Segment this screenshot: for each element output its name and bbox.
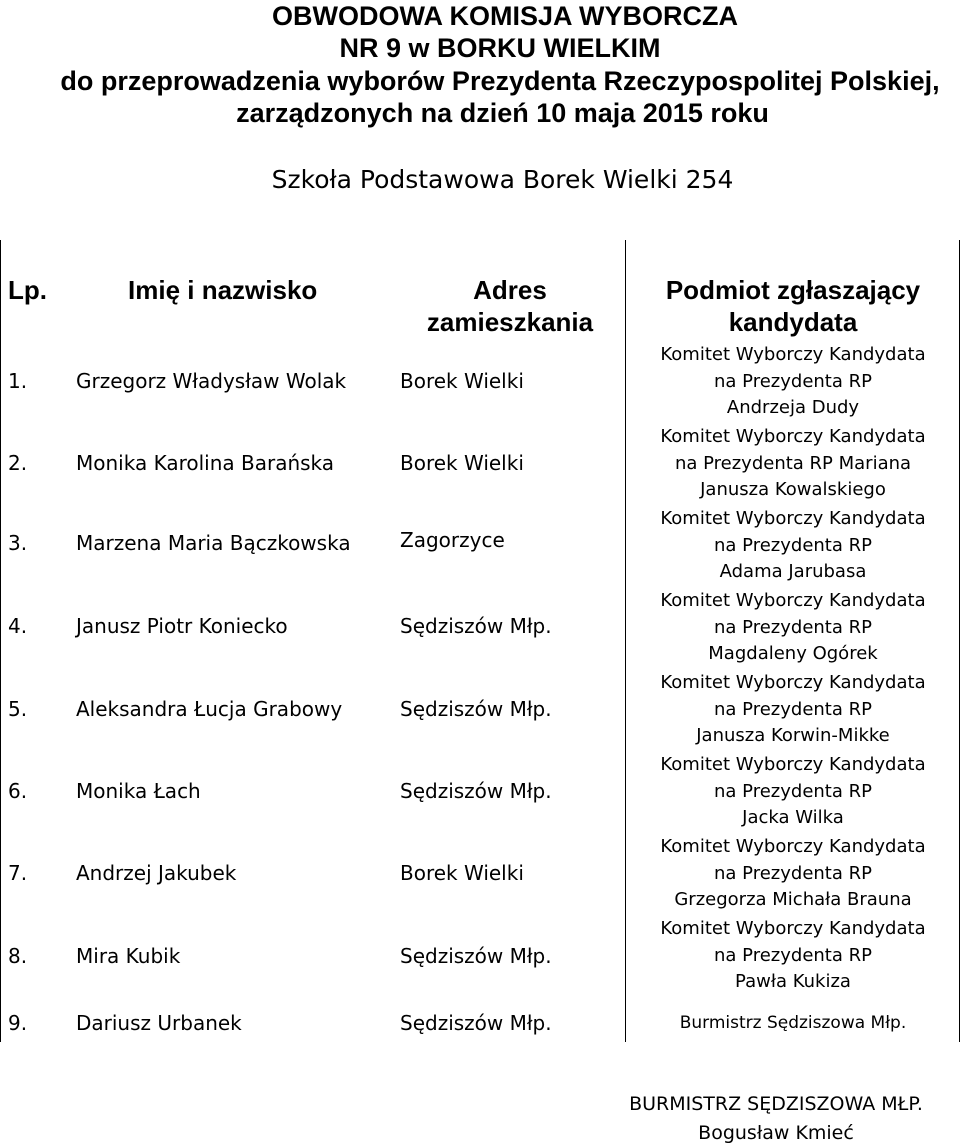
row-number: 9. <box>8 1011 28 1035</box>
committee-line-2: na Prezydenta RP <box>714 370 872 392</box>
member-name: Aleksandra Łucja Grabowy <box>76 697 343 721</box>
committee-line-1: Komitet Wyborczy Kandydata <box>660 590 926 611</box>
nominating-committee <box>626 424 960 504</box>
committee-line-3: Andrzeja Dudy <box>726 397 860 418</box>
nominating-committee <box>626 834 960 914</box>
committee-line-2: na Prezydenta RP Mariana <box>674 452 912 474</box>
election-date: zarządzonych na dzień 10 maja 2015 roku <box>236 98 769 128</box>
committee-line-1: Komitet Wyborczy Kandydata <box>660 672 926 693</box>
committee-line-3: Adama Jarubasa <box>719 561 867 582</box>
member-address: Sędziszów Młp. <box>400 779 552 803</box>
member-name: Janusz Piotr Koniecko <box>76 614 288 638</box>
committee-line-2: na Prezydenta RP <box>714 616 872 638</box>
column-header-name: Imię i nazwisko <box>128 275 318 305</box>
signatory-name: Bogusław Kmieć <box>698 1122 854 1144</box>
committee-line-3: Janusza Korwin-Mikke <box>696 725 890 746</box>
nominating-committee <box>626 588 960 668</box>
row-number: 7. <box>8 861 28 885</box>
committee-line-2: na Prezydenta RP <box>714 534 872 556</box>
commission-location: Szkoła Podstawowa Borek Wielki 254 <box>271 165 734 194</box>
column-header-sponsor-2: kandydata <box>728 307 858 337</box>
member-address: Sędziszów Młp. <box>400 614 552 638</box>
row-number: 2. <box>8 451 28 475</box>
committee-line-3: Grzegorza Michała Brauna <box>674 889 912 910</box>
committee-line-1: Burmistrz Sędziszowa Młp. <box>679 1013 907 1033</box>
committee-line-2: na Prezydenta RP <box>714 698 872 720</box>
commission-number: NR 9 w BORKU WIELKIM <box>339 33 661 63</box>
nominating-committee <box>626 752 960 832</box>
row-number: 4. <box>8 614 28 638</box>
committee-line-1: Komitet Wyborczy Kandydata <box>660 508 926 529</box>
member-name: Monika Karolina Barańska <box>76 451 335 475</box>
committee-line-2: na Prezydenta RP <box>714 944 872 966</box>
committee-line-1: Komitet Wyborczy Kandydata <box>660 344 926 365</box>
nominating-committee <box>626 1010 960 1037</box>
nominating-committee <box>626 916 960 996</box>
nominating-committee <box>626 670 960 750</box>
member-address: Borek Wielki <box>400 369 524 393</box>
committee-line-1: Komitet Wyborczy Kandydata <box>660 918 926 939</box>
committee-line-2: na Prezydenta RP <box>714 862 872 884</box>
committee-line-3: Pawła Kukiza <box>735 971 851 992</box>
committee-line-2: na Prezydenta RP <box>714 780 872 802</box>
member-name: Mira Kubik <box>76 944 181 968</box>
member-address: Borek Wielki <box>400 861 524 885</box>
nominating-committee <box>626 506 960 586</box>
column-header-sponsor-1: Podmiot zgłaszający <box>665 275 921 305</box>
member-address: Zagorzyce <box>400 528 505 552</box>
signature-block <box>600 1090 952 1148</box>
election-purpose: do przeprowadzenia wyborów Prezydenta Rzeczypospolitej Polskiej, <box>60 66 940 96</box>
member-address: Borek Wielki <box>400 451 524 475</box>
member-name: Marzena Maria Bączkowska <box>76 531 351 555</box>
row-number: 8. <box>8 944 28 968</box>
row-number: 5. <box>8 697 28 721</box>
committee-line-1: Komitet Wyborczy Kandydata <box>660 426 926 447</box>
column-header-address-2: zamieszkania <box>426 307 594 337</box>
commission-title: OBWODOWA KOMISJA WYBORCZA <box>272 1 738 31</box>
committee-line-1: Komitet Wyborczy Kandydata <box>660 754 926 775</box>
member-address: Sędziszów Młp. <box>400 697 552 721</box>
member-name: Monika Łach <box>76 779 201 803</box>
committee-line-3: Jacka Wilka <box>742 807 844 828</box>
committee-line-3: Magdaleny Ogórek <box>708 643 878 664</box>
member-name: Dariusz Urbanek <box>76 1011 242 1035</box>
signatory-title: BURMISTRZ SĘDZISZOWA MŁP. <box>629 1093 923 1115</box>
table-rule-left <box>0 240 1 1042</box>
committee-line-3: Janusza Kowalskiego <box>700 479 886 500</box>
committee-line-1: Komitet Wyborczy Kandydata <box>660 836 926 857</box>
column-header-lp: Lp. <box>8 275 47 305</box>
column-header-address-1: Adres <box>473 275 547 305</box>
member-address: Sędziszów Młp. <box>400 1011 552 1035</box>
nominating-committee <box>626 342 960 422</box>
member-name: Andrzej Jakubek <box>76 861 237 885</box>
member-address: Sędziszów Młp. <box>400 944 552 968</box>
row-number: 1. <box>8 369 28 393</box>
member-name: Grzegorz Władysław Wolak <box>76 369 347 393</box>
row-number: 6. <box>8 779 28 803</box>
row-number: 3. <box>8 531 28 555</box>
